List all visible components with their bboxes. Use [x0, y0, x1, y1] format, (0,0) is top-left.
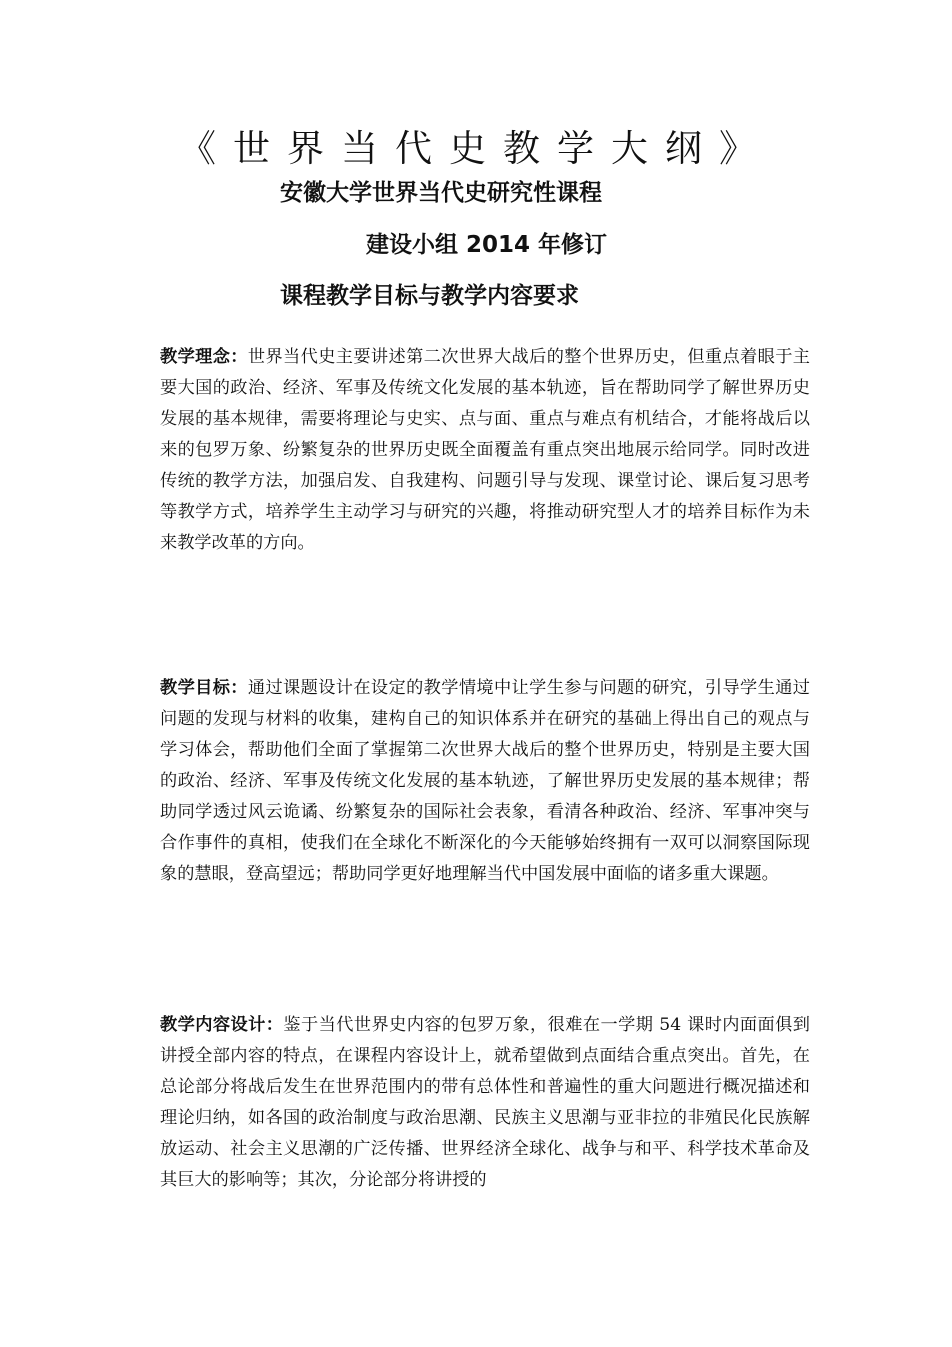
paragraph-label: 教学目标： [160, 678, 248, 698]
paragraph-teaching-goals [160, 673, 810, 890]
paragraph-text: 通过课题设计在设定的教学情境中让学生参与问题的研究，引导学生通过问题的发现与材料的收集，建构自己的知识体系并在研究的基础上得出自己的观点与学习体会，帮助他们全面了掌握第二次世界大战后的整个世界历史，特别是主要大国的政治、经济、军事及传统文化发展的基本轨迹，了解世界历史发展的基本规律；帮助同学透过风云诡谲、纷繁复杂的国际社会表象，看清各种政治、经济、军事冲突与合作事件的真相，使我们在全球化不断深化的今天能够始终拥有一双可以洞察国际现象的慧眼，登高望远；帮助同学更好地理解当代中国发展中面临的诸多重大课题。 [160, 678, 810, 884]
subtitle-revision: 建设小组 2014 年修订 [366, 232, 608, 258]
paragraph-teaching-philosophy [160, 342, 810, 559]
paragraph-text: 鉴于当代世界史内容的包罗万象，很难在一学期 54 课时内面面俱到讲授全部内容的特点，在课程内容设计上，就希望做到点面结合重点突出。首先，在总论部分将战后发生在世界范围内的带有总体性和普遍性的重大问题进行概况描述和理论归纳，如各国的政治制度与政治思潮、民族主义思潮与亚非拉的非殖民化民族解放运动、社会主义思潮的广泛传播、世界经济全球化、战争与和平、科学技术革命及其巨大的影响等；其次，分论部分将讲授的 [160, 1015, 810, 1190]
paragraph-label: 教学内容设计： [160, 1015, 284, 1035]
paragraph-text: 世界当代史主要讲述第二次世界大战后的整个世界历史，但重点着眼于主要大国的政治、经济、军事及传统文化发展的基本轨迹，旨在帮助同学了解世界历史发展的基本规律，需要将理论与史实、点与面、重点与难点有机结合，才能将战后以来的包罗万象、纷繁复杂的世界历史既全面覆盖有重点突出地展示给同学。同时改进传统的教学方法，加强启发、自我建构、问题引导与发现、课堂讨论、课后复习思考等教学方式，培养学生主动学习与研究的兴趣，将推动研究型人才的培养目标作为未来教学改革的方向。 [160, 347, 810, 553]
paragraph-content-design [160, 1010, 810, 1196]
subtitle-section-heading: 课程教学目标与教学内容要求 [280, 283, 579, 309]
document-title: 《世界当代史教学大纲》 [179, 127, 773, 170]
subtitle-university: 安徽大学世界当代史研究性课程 [280, 180, 602, 206]
paragraph-label: 教学理念： [160, 347, 248, 367]
